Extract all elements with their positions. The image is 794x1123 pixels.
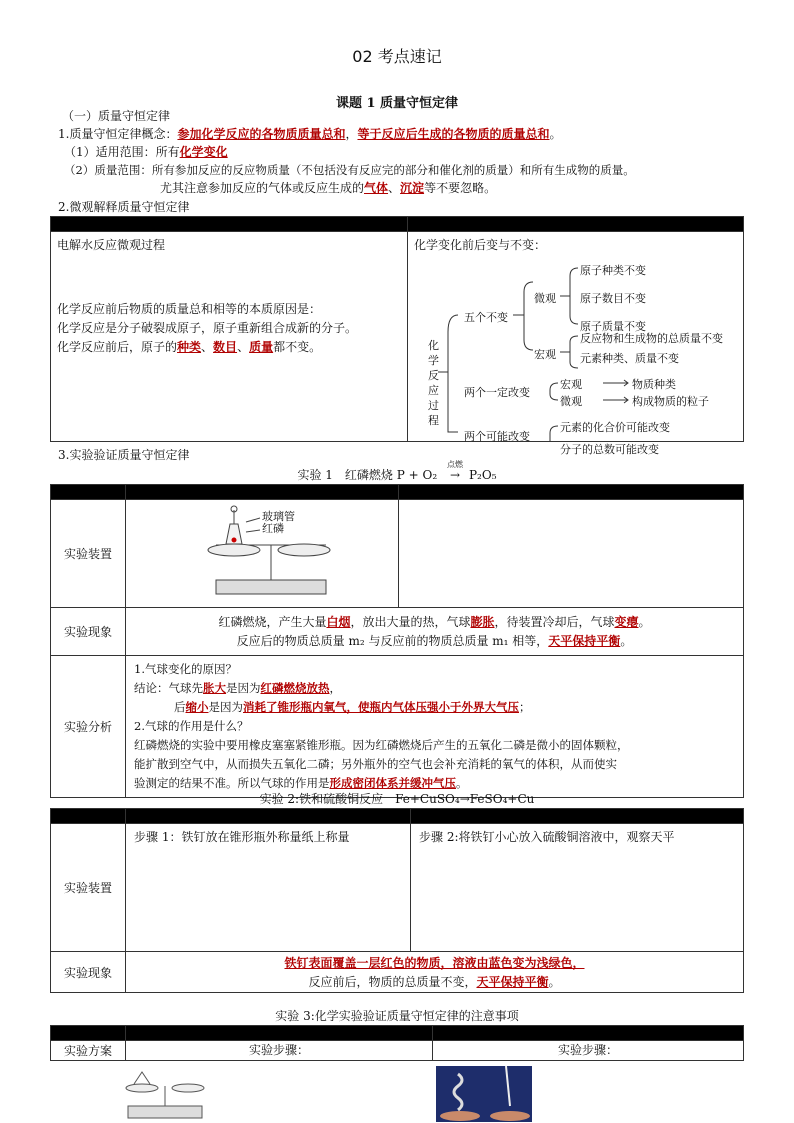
- tree-g2: 元素种类、质量不变: [580, 352, 679, 365]
- glass-tube-label: 玻璃管: [262, 510, 295, 523]
- note-line: 尤其注意参加反应的气体或反应生成的气体、沉淀等不要忽略。: [160, 181, 497, 195]
- exp1-condition: 点燃: [446, 460, 463, 469]
- tree-m2: 原子数目不变: [580, 292, 646, 305]
- exp1-table: [50, 484, 744, 798]
- tree-p2: 分子的总数可能改变: [560, 443, 659, 456]
- tree-title: 化学变化前后变与不变：: [414, 238, 547, 252]
- exp1-analysis-label: 实验分析: [51, 656, 126, 798]
- exp2-table: [50, 808, 744, 993]
- scope-line: （1）适用范围：所有化学变化: [64, 145, 228, 159]
- tree-m1: 原子种类不变: [580, 264, 646, 277]
- electrolysis-title: 电解水反应微观过程: [57, 238, 166, 252]
- tree-sure-macro-result: 物质种类: [632, 378, 676, 391]
- exp1-caption: 实验 1 红磷燃烧 P + O₂ 点燃 → P₂O₅: [297, 460, 497, 482]
- exp2-step1: 步骤 1：铁钉放在锥形瓶外称量纸上称量: [126, 824, 411, 952]
- exp2-phenomenon-label: 实验现象: [51, 952, 126, 993]
- exp1-phenomenon-label: 实验现象: [51, 608, 126, 656]
- exp3-steps-left: 实验步骤：: [126, 1041, 433, 1061]
- tree-sure-macro: 宏观: [560, 378, 582, 391]
- section2-heading: 2.微观解释质量守恒定律: [58, 200, 190, 214]
- change-tree-cell: [408, 232, 744, 456]
- tree-sure-micro: 微观: [560, 395, 582, 408]
- exp1-phenomenon: 红磷燃烧，产生大量白烟，放出大量的热，气球膨胀，待装置冷却后，气球变瘪。 反应后的物质总质量 m₂ 与反应前的物质总质量 m₁ 相等，天平保持平衡。: [126, 608, 744, 656]
- page-title: 02 考点速记: [352, 47, 442, 66]
- exp3-plan-label: 实验方案: [51, 1041, 126, 1061]
- exp1-device-label: 实验装置: [51, 500, 126, 608]
- tree-macro: 宏观: [534, 348, 556, 361]
- tree-micro: 微观: [534, 292, 556, 305]
- exp3-caption: 实验 3:化学实验验证质量守恒定律的注意事项: [275, 1009, 519, 1023]
- tree-p1: 元素的化合价可能改变: [560, 421, 670, 434]
- tree-root: 化学反应过程: [428, 339, 439, 427]
- tree-two-sure: 两个一定改变: [464, 386, 530, 399]
- definition-line: 1.质量守恒定律概念：参加化学反应的各物质质量总和，等于反应后生成的各物质的质量总和。: [58, 127, 562, 141]
- red-phosphorus-label: 红磷: [262, 522, 284, 535]
- tree-g1: 反应物和生成物的总质量不变: [580, 332, 723, 345]
- magnesium-photo: [436, 1066, 532, 1122]
- mass-scope-line: （2）质量范围：所有参加反应的反应物质量（不包括没有反应完的部分和催化剂的质量）和所有生成物的质量。: [64, 163, 635, 177]
- magnesium-ribbon-icon: [436, 1066, 532, 1122]
- section1-heading: （一）质量守恒定律: [62, 109, 171, 123]
- exp1-analysis: 1.气球变化的原因？ 结论：气球先胀大是因为红磷燃烧放热， 后缩小是因为消耗了锥形瓶内氧气，使瓶内气体压强小于外界大气压； 2.气球的作用是什么？ 红磷燃烧的实验中要用橡皮塞塞紧锥形瓶。因为红磷燃烧后产生的五氧化二磷是微小的固体颗粒， 能扩散到空气中，从而损失五氧化二磷；另外瓶外的空气也会补充消耗的氧气的体积，从而使实 验测定的结果不准。所以气球的作用是形成密闭体系并缓冲气压。: [126, 656, 744, 798]
- exp2-caption: 实验 2:铁和硫酸铜反应 Fe+CuSO₄→FeSO₄+Cu: [259, 792, 535, 806]
- exp2-step2: 步骤 2:将铁钉小心放入硫酸铜溶液中，观察天平: [411, 824, 744, 952]
- tree-sure-micro-result: 构成物质的粒子: [632, 395, 709, 408]
- tree-m3: 原子质量不变: [580, 320, 646, 333]
- tree-two-maybe: 两个可能改变: [464, 430, 530, 443]
- balance-icon: [120, 1068, 210, 1120]
- tree-five-unchanged: 五个不变: [464, 311, 508, 324]
- electrolysis-cell: [51, 232, 408, 442]
- exp3-steps-right: 实验步骤：: [433, 1041, 744, 1061]
- essence-text: 化学反应前后物质的质量总和相等的本质原因是： 化学反应是分子破裂成原子，原子重新组合成新的分子。 化学反应前后，原子的种类、数目、质量都不变。: [57, 302, 358, 354]
- exp2-phenomenon: 铁钉表面覆盖一层红色的物质，溶液由蓝色变为浅绿色， 反应前后，物质的总质量不变，天平保持平衡。: [126, 952, 744, 993]
- exp1-device-image: [126, 500, 399, 608]
- lesson-title: 课题 1 质量守恒定律: [335, 96, 459, 111]
- section3-heading: 3.实验验证质量守恒定律: [58, 448, 190, 462]
- exp2-device-label: 实验装置: [51, 824, 126, 952]
- exp3-table: [50, 1025, 744, 1061]
